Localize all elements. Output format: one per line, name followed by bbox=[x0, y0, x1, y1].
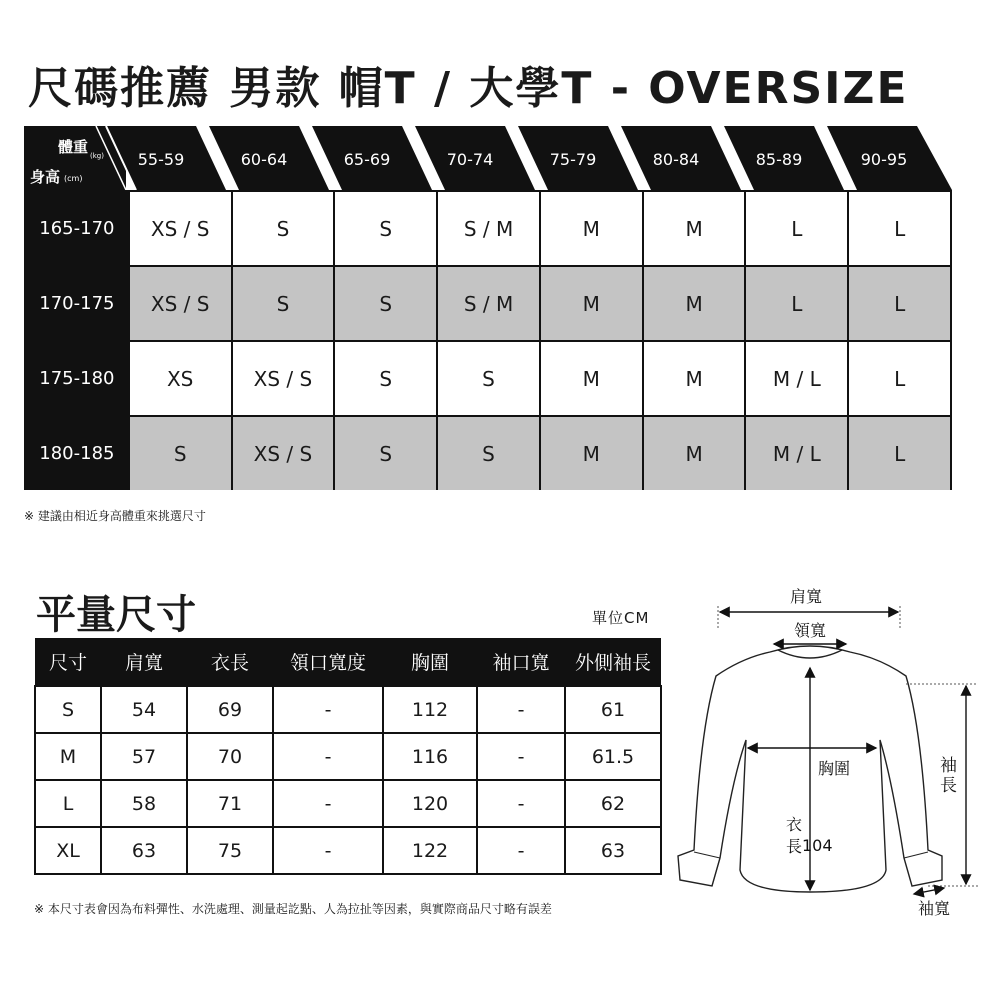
col-header-length: 衣長 bbox=[187, 638, 273, 686]
value-cell: - bbox=[273, 780, 383, 827]
size-cell: XL bbox=[35, 827, 101, 874]
value-cell: 54 bbox=[101, 686, 187, 733]
value-cell: 58 bbox=[101, 780, 187, 827]
table-header-row bbox=[35, 638, 661, 686]
size-cell: M bbox=[539, 417, 642, 490]
value-cell: - bbox=[477, 686, 565, 733]
value-cell: 69 bbox=[187, 686, 273, 733]
table-row bbox=[26, 415, 950, 490]
measurement-note: ※ 本尺寸表會因為布料彈性、水洗處理、測量起訖點、人為拉扯等因素，與實際商品尺寸略有誤差 bbox=[34, 902, 552, 916]
value-cell: - bbox=[273, 686, 383, 733]
cuff-width-label: 袖寬 bbox=[918, 899, 951, 918]
weight-col-3: 65-69 bbox=[343, 150, 391, 169]
recommendation-note: ※ 建議由相近身高體重來挑選尺寸 bbox=[24, 509, 206, 523]
flat-measure-title: 平量尺寸 bbox=[36, 592, 196, 638]
table-row bbox=[35, 733, 661, 780]
unit-label: 單位CM bbox=[592, 609, 650, 627]
size-cell: M bbox=[539, 192, 642, 265]
value-cell: 63 bbox=[565, 827, 661, 874]
size-cell: M / L bbox=[744, 417, 847, 490]
size-cell: S bbox=[333, 267, 436, 340]
size-cell: L bbox=[744, 192, 847, 265]
table-row bbox=[26, 340, 950, 415]
size-cell: S bbox=[128, 417, 231, 490]
recommendation-body bbox=[24, 190, 952, 490]
value-cell: 63 bbox=[101, 827, 187, 874]
value-cell: 112 bbox=[383, 686, 477, 733]
value-cell: 61.5 bbox=[565, 733, 661, 780]
size-cell: S bbox=[231, 267, 334, 340]
row-height-label: 180-185 bbox=[26, 417, 128, 490]
value-cell: - bbox=[273, 827, 383, 874]
size-cell: XS / S bbox=[231, 417, 334, 490]
size-cell: M bbox=[539, 267, 642, 340]
length-label-2: 長 bbox=[786, 837, 803, 856]
size-cell: S bbox=[333, 342, 436, 415]
size-cell: L bbox=[847, 342, 950, 415]
size-cell: XS / S bbox=[128, 192, 231, 265]
shoulder-width-label: 肩寬 bbox=[790, 587, 823, 606]
weight-col-6: 80-84 bbox=[652, 150, 700, 169]
header-height-unit: (cm) bbox=[64, 174, 83, 183]
garment-diagram bbox=[660, 580, 1000, 930]
col-header-size: 尺寸 bbox=[35, 638, 101, 686]
sweatshirt-outline-graphic bbox=[660, 580, 1000, 930]
header-weight-unit: (kg) bbox=[90, 152, 104, 160]
size-cell: M bbox=[642, 192, 745, 265]
value-cell: 70 bbox=[187, 733, 273, 780]
col-header-cuff: 袖口寬 bbox=[477, 638, 565, 686]
weight-col-5: 75-79 bbox=[549, 150, 597, 169]
page-title: 尺碼推薦 男款 帽T / 大學T - OVERSIZE bbox=[28, 63, 909, 114]
size-cell: L bbox=[744, 267, 847, 340]
table-row bbox=[26, 265, 950, 340]
table-row bbox=[35, 780, 661, 827]
value-cell: 116 bbox=[383, 733, 477, 780]
size-cell: XS bbox=[128, 342, 231, 415]
col-header-chest: 胸圍 bbox=[383, 638, 477, 686]
size-cell: L bbox=[847, 267, 950, 340]
size-cell: L bbox=[35, 780, 101, 827]
size-recommendation-table bbox=[24, 126, 952, 490]
size-cell: XS / S bbox=[231, 342, 334, 415]
size-cell: S bbox=[35, 686, 101, 733]
size-cell: S / M bbox=[436, 192, 539, 265]
weight-col-8: 90-95 bbox=[860, 150, 908, 169]
value-cell: - bbox=[477, 780, 565, 827]
weight-col-7: 85-89 bbox=[755, 150, 803, 169]
size-cell: M bbox=[642, 267, 745, 340]
col-header-sleeve: 外側袖長 bbox=[565, 638, 661, 686]
chest-label: 胸圍 bbox=[818, 759, 851, 778]
header-weight-label: 體重 bbox=[58, 138, 89, 156]
size-cell: M bbox=[539, 342, 642, 415]
size-cell: XS / S bbox=[128, 267, 231, 340]
value-cell: 120 bbox=[383, 780, 477, 827]
value-cell: 75 bbox=[187, 827, 273, 874]
table-row bbox=[35, 827, 661, 874]
size-cell: S bbox=[333, 417, 436, 490]
size-cell: M bbox=[642, 417, 745, 490]
value-cell: - bbox=[477, 733, 565, 780]
col-header-neck: 領口寬度 bbox=[273, 638, 383, 686]
size-cell: M / L bbox=[744, 342, 847, 415]
table-row bbox=[35, 686, 661, 733]
value-cell: 61 bbox=[565, 686, 661, 733]
value-cell: 122 bbox=[383, 827, 477, 874]
sleeve-length-label: 袖長 bbox=[940, 756, 957, 796]
header-height-label: 身高 bbox=[30, 168, 61, 186]
weight-col-1: 55-59 bbox=[137, 150, 185, 169]
size-cell: L bbox=[847, 417, 950, 490]
value-cell: - bbox=[477, 827, 565, 874]
weight-col-4: 70-74 bbox=[446, 150, 494, 169]
neck-width-label: 領寬 bbox=[794, 621, 827, 640]
size-cell: M bbox=[642, 342, 745, 415]
size-cell: S / M bbox=[436, 267, 539, 340]
row-height-label: 175-180 bbox=[26, 342, 128, 415]
row-height-label: 170-175 bbox=[26, 267, 128, 340]
size-cell: S bbox=[436, 417, 539, 490]
row-height-label: 165-170 bbox=[26, 192, 128, 265]
flat-measurement-table bbox=[34, 638, 662, 875]
col-header-shoulder: 肩寬 bbox=[101, 638, 187, 686]
value-cell: 57 bbox=[101, 733, 187, 780]
size-cell: S bbox=[436, 342, 539, 415]
recommendation-header bbox=[24, 126, 952, 190]
value-cell: 62 bbox=[565, 780, 661, 827]
value-cell: - bbox=[273, 733, 383, 780]
size-cell: L bbox=[847, 192, 950, 265]
size-cell: S bbox=[231, 192, 334, 265]
weight-col-2: 60-64 bbox=[240, 150, 288, 169]
length-value: 104 bbox=[802, 836, 833, 855]
size-cell: M bbox=[35, 733, 101, 780]
size-cell: S bbox=[333, 192, 436, 265]
table-row bbox=[26, 190, 950, 265]
length-label-1: 衣 bbox=[786, 815, 803, 834]
value-cell: 71 bbox=[187, 780, 273, 827]
